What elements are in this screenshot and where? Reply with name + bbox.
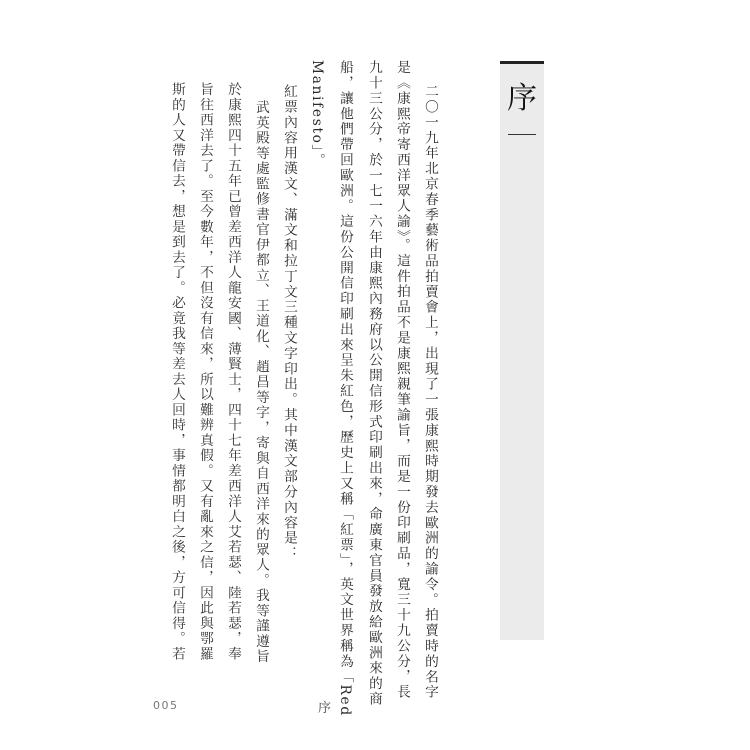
chapter-title: 序	[507, 81, 537, 116]
body-text-column-1: 二〇一九年北京春季藝術品拍賣會上，出現了一張康熙時期發去歐洲的諭令。拍賣時的名字	[422, 84, 438, 700]
quote-column-2: 於康熙四十五年已曾差西洋人龍安國、薄賢士，四十七年差西洋人艾若瑟、陸若瑟，奉	[225, 82, 241, 662]
body-text-column-4: 船，讓他們帶回歐洲。這份公開信印刷出來呈朱紅色，歷史上又稱「紅票」，英文世界稱為「Red	[337, 60, 353, 717]
chapter-title-underline	[508, 134, 536, 135]
page-number: 005	[153, 699, 179, 712]
chapter-header-panel	[500, 64, 544, 640]
quote-column-4: 斯的人又帶信去，想是到去了。必竟我等差去人回時，事情都明白之後，方可信得。若	[169, 82, 185, 662]
body-text-column-2: 是《康熙帝寄西洋眾人諭》。這件拍品不是康熙親筆諭旨，而是一份印刷品，寬三十九公分，長	[394, 60, 410, 700]
body-text-column-6: 紅票內容用漢文、滿文和拉丁文三種文字印出。其中漢文部分內容是：	[281, 84, 297, 562]
quote-column-1: 武英殿等處監修書官伊都立、王道化、趙昌等字，寄與自西洋來的眾人。我等謹遵旨	[253, 100, 269, 665]
body-text-column-3: 九十三公分，於一七一六年由康熙內務府以公開信形式印刷出來，命廣東官員發放給歐洲來的商	[366, 60, 382, 707]
running-head: 序	[318, 701, 332, 716]
body-text-column-5: Manifesto」。	[309, 60, 325, 169]
quote-column-3: 旨往西洋去了。至今數年，不但沒有信來，所以難辨真假。又有亂來之信，因此與鄂羅	[197, 82, 213, 662]
